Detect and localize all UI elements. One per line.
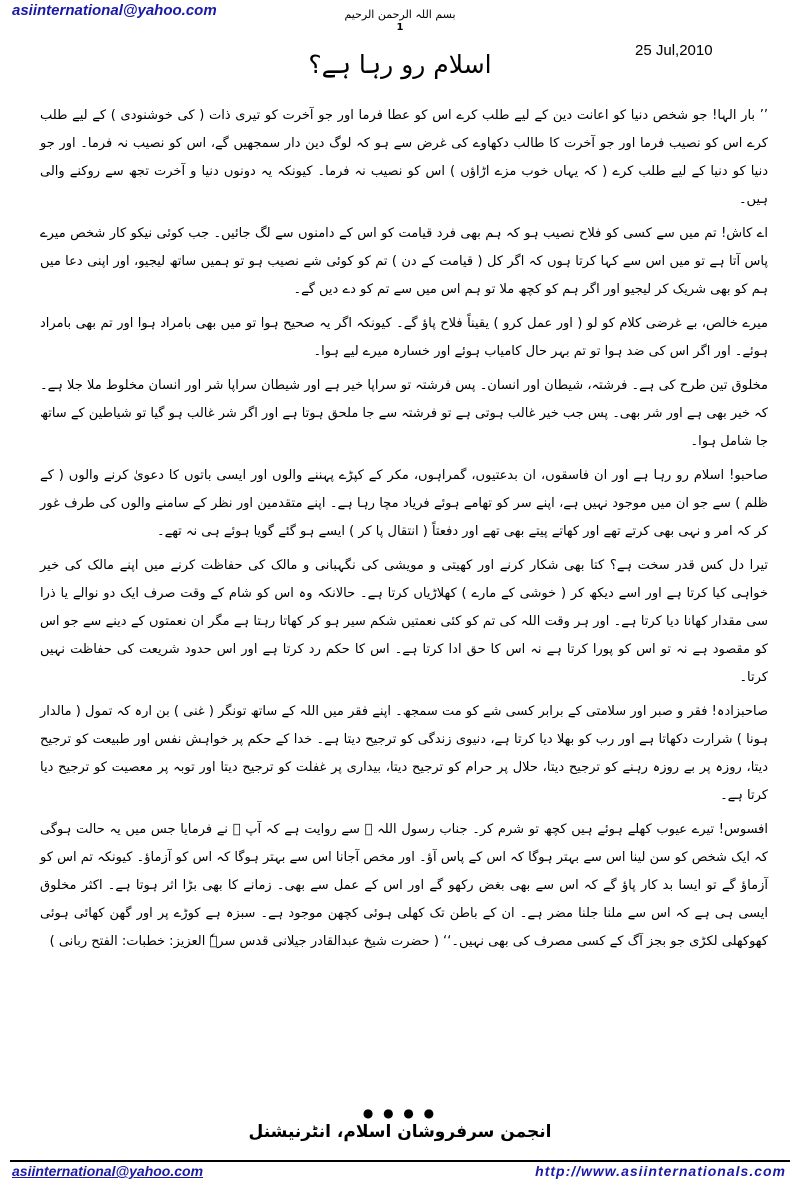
footer-website-link[interactable]: http://www.asiinternationals.com (535, 1163, 786, 1179)
paragraph-8: افسوس! تیرے عیوب کھلے ہوئے ہیں کچھ تو شرم کر۔ جناب رسول اللہ ﷺ سے روایت ہے کہ آپ ﷺ نے فرمایا جس میں یہ حالت ہوگی کہ ایک شخص کو سن لینا اس سے بہتر ہوگا کہ اس کے پاس آؤ۔ اور مخص آجانا اس سے بہتر ہوگا کہ اس کو آزماؤ۔ کیونکہ تم اس کو آزماؤ گے تو ایسا بد کار پاؤ گے کہ اس سے بھی بغض رکھو گے اور اس کے عمل سے بھی۔ زمانے کا بھی بڑا اثر ہوتا ہے۔ اکثر مخلوق ایسی ہی ہے کہ اس سے ملنا جلنا مضر ہے۔ ان کے باطن تک کھلی ہوئی کچھن موجود ہے۔ سبزہ ہے کوڑے پر اور گھن کھائی ہوئی کھوکھلی لکڑی جو بجز آگ کے کسی مصرف کی بھی نہیں۔‘‘ ( حضرت شیخ عبدالقادر جیلانی قدس سرہٗ العزیز: خطبات: الفتح ربانی ) (40, 822, 768, 949)
header-email-link[interactable]: asiinternational@yahoo.com (12, 2, 217, 19)
separator-dots: ● ● ● ● (362, 1106, 438, 1120)
paragraph-5: صاحبو! اسلام رو رہا ہے اور ان فاسقوں، ان بدعتیوں، گمراہوں، مکر کے کپڑے پہننے والوں اور ایسی باتوں کا دعویٰ کرنے والوں ( کے ظلم ) سے جو ان میں موجود نہیں ہے، اپنے سر کو تھامے ہوئے فریاد مچا رہا ہے۔ اپنے متقدمین اور نظر کے سامنے والوں کی طرف غور کر کہ امر و نہی بھی کرتے تھے اور کھاتے پیتے بھی تھے اور دفعتاً ( انتقال پا کر ) ایسے ہو گئے گویا ہوئے ہی نہ تھے۔ (40, 468, 768, 539)
article-date: 25 Jul,2010 (635, 42, 713, 59)
footer-email-link[interactable]: asiinternational@yahoo.com (12, 1163, 204, 1179)
paragraph-3: میرے خالص، بے غرضی کلام کو لو ( اور عمل کرو ) یقیناً فلاح پاؤ گے۔ کیونکہ اگر یہ صحیح ہوا تو میں بھی بامراد ہوا اور تم بھی بامراد ہوئے۔ اور اگر اس کی ضد ہوا تو تم بہر حال کامیاب ہوئے اور خسارہ میرے لیے ہوا۔ (40, 316, 768, 359)
footer-divider (10, 1160, 790, 1162)
article-title: اسلام رو رہا ہے؟ (308, 50, 492, 79)
paragraph-6: تیرا دل کس قدر سخت ہے؟ کتا بھی شکار کرنے اور کھیتی و مویشی کی نگہبانی و مالک کی حفاظت کرنے میں اپنے مالک کی خیر خواہی کیا کرتا ہے اور اسے دیکھ کر ( خوشی کے مارے ) کھلاڑیاں کرتا ہے۔ حالانکہ وہ اس کو شام کے وقت صرف ایک دو نوالے یا ذرا سی مقدار کھانا دیا کرتا ہے۔ اور ہر وقت اللہ کی تم کو کئی نعمتیں شکم سیر ہو کر کھاتا رہتا ہے مگر ان نعمتوں کے دینے سے جو اس کو مقصود ہے نہ تو اس کو پورا کرتا ہے نہ اس کا حق ادا کرتا ہے۔ اس کا حکم رد کرتا ہے اور اس حدود شریعت کی حفاظت نہیں کرتا۔ (40, 558, 768, 685)
bismillah-heading: بسم اللہ الرحمن الرحیم (344, 8, 456, 21)
page-number: 1 (396, 22, 404, 33)
article-body (40, 102, 768, 962)
organization-name: انجمن سرفروشان اسلام، انٹرنیشنل (248, 1122, 552, 1142)
paragraph-4: مخلوق تین طرح کی ہے۔ فرشتہ، شیطان اور انسان۔ پس فرشتہ تو سراپا خیر ہے اور شیطان سراپا شر اور انسان مخلوط ملا جلا ہے۔ کہ خیر بھی ہے اور شر بھی۔ پس جب خیر غالب ہوتی ہے تو فرشتہ سے جا ملحق ہوتا ہے اور اگر شر غالب ہو گیا تو شیاطین کے ساتھ جا شامل ہوا۔ (40, 378, 768, 449)
paragraph-7: صاحبزادہ! فقر و صبر اور سلامتی کے برابر کسی شے کو مت سمجھ۔ اپنے فقر میں اللہ کے ساتھ تونگر ( غنی ) بن ارہ کہ تمول ( مالدار ہونا ) شرارت دکھاتا ہے اور رب کو بھلا دیا کرتا ہے، دنیوی زندگی کو ترجیح دیتا ہے۔ خدا کے حکم پر خواہش نفس اور طبیعت کو ترجیح دیتا، روزہ پر بے روزہ رہنے کو ترجیح دیتا، حلال پر حرام کو ترجیح دیتا، بیداری پر غفلت کو ترجیح دیتا اور توبہ پر معصیت کو ترجیح دیا کرتا ہے۔ (40, 704, 768, 803)
paragraph-1: ’’ بار الہا! جو شخص دنیا کو اعانت دین کے لیے طلب کرے اس کو عطا فرما اور جو آخرت کو تیری ذات ( کی خوشنودی ) کے لیے طلب کرے اس کو نصیب فرما اور جو آخرت کا طالب دکھاوے کی غرض سے ہو کہ لوگ دین دار سمجھیں گے، اس کو نصیب نہ فرما۔ اور جو دنیا کو دنیا کے لیے طلب کرے ( کہ یہاں خوب مزے اڑاؤں ) اس کو نصیب نہ فرما۔ کیونکہ یہ دونوں دنیا و آخرت تجھ سے روکنے والی ہیں۔ (40, 108, 768, 207)
paragraph-2: اے کاش! تم میں سے کسی کو فلاح نصیب ہو کہ ہم بھی فرد قیامت کو اس کے دامنوں سے لگ جائیں۔ جب کوئی نیکو کار شخص میرے پاس آتا ہے تو میں اس سے کہا کرتا ہوں کہ اگر کل ( قیامت کے دن ) تم کو کوئی شے نصیب ہو تو ہمیں ساتھ لیجیو، اور اپنی دعا میں ہم کو بھی شریک کر لیجیو اور اگر ہم کو کچھ ملا تو ہم اس میں سے تم کو دے دیں گے۔ (40, 226, 768, 297)
